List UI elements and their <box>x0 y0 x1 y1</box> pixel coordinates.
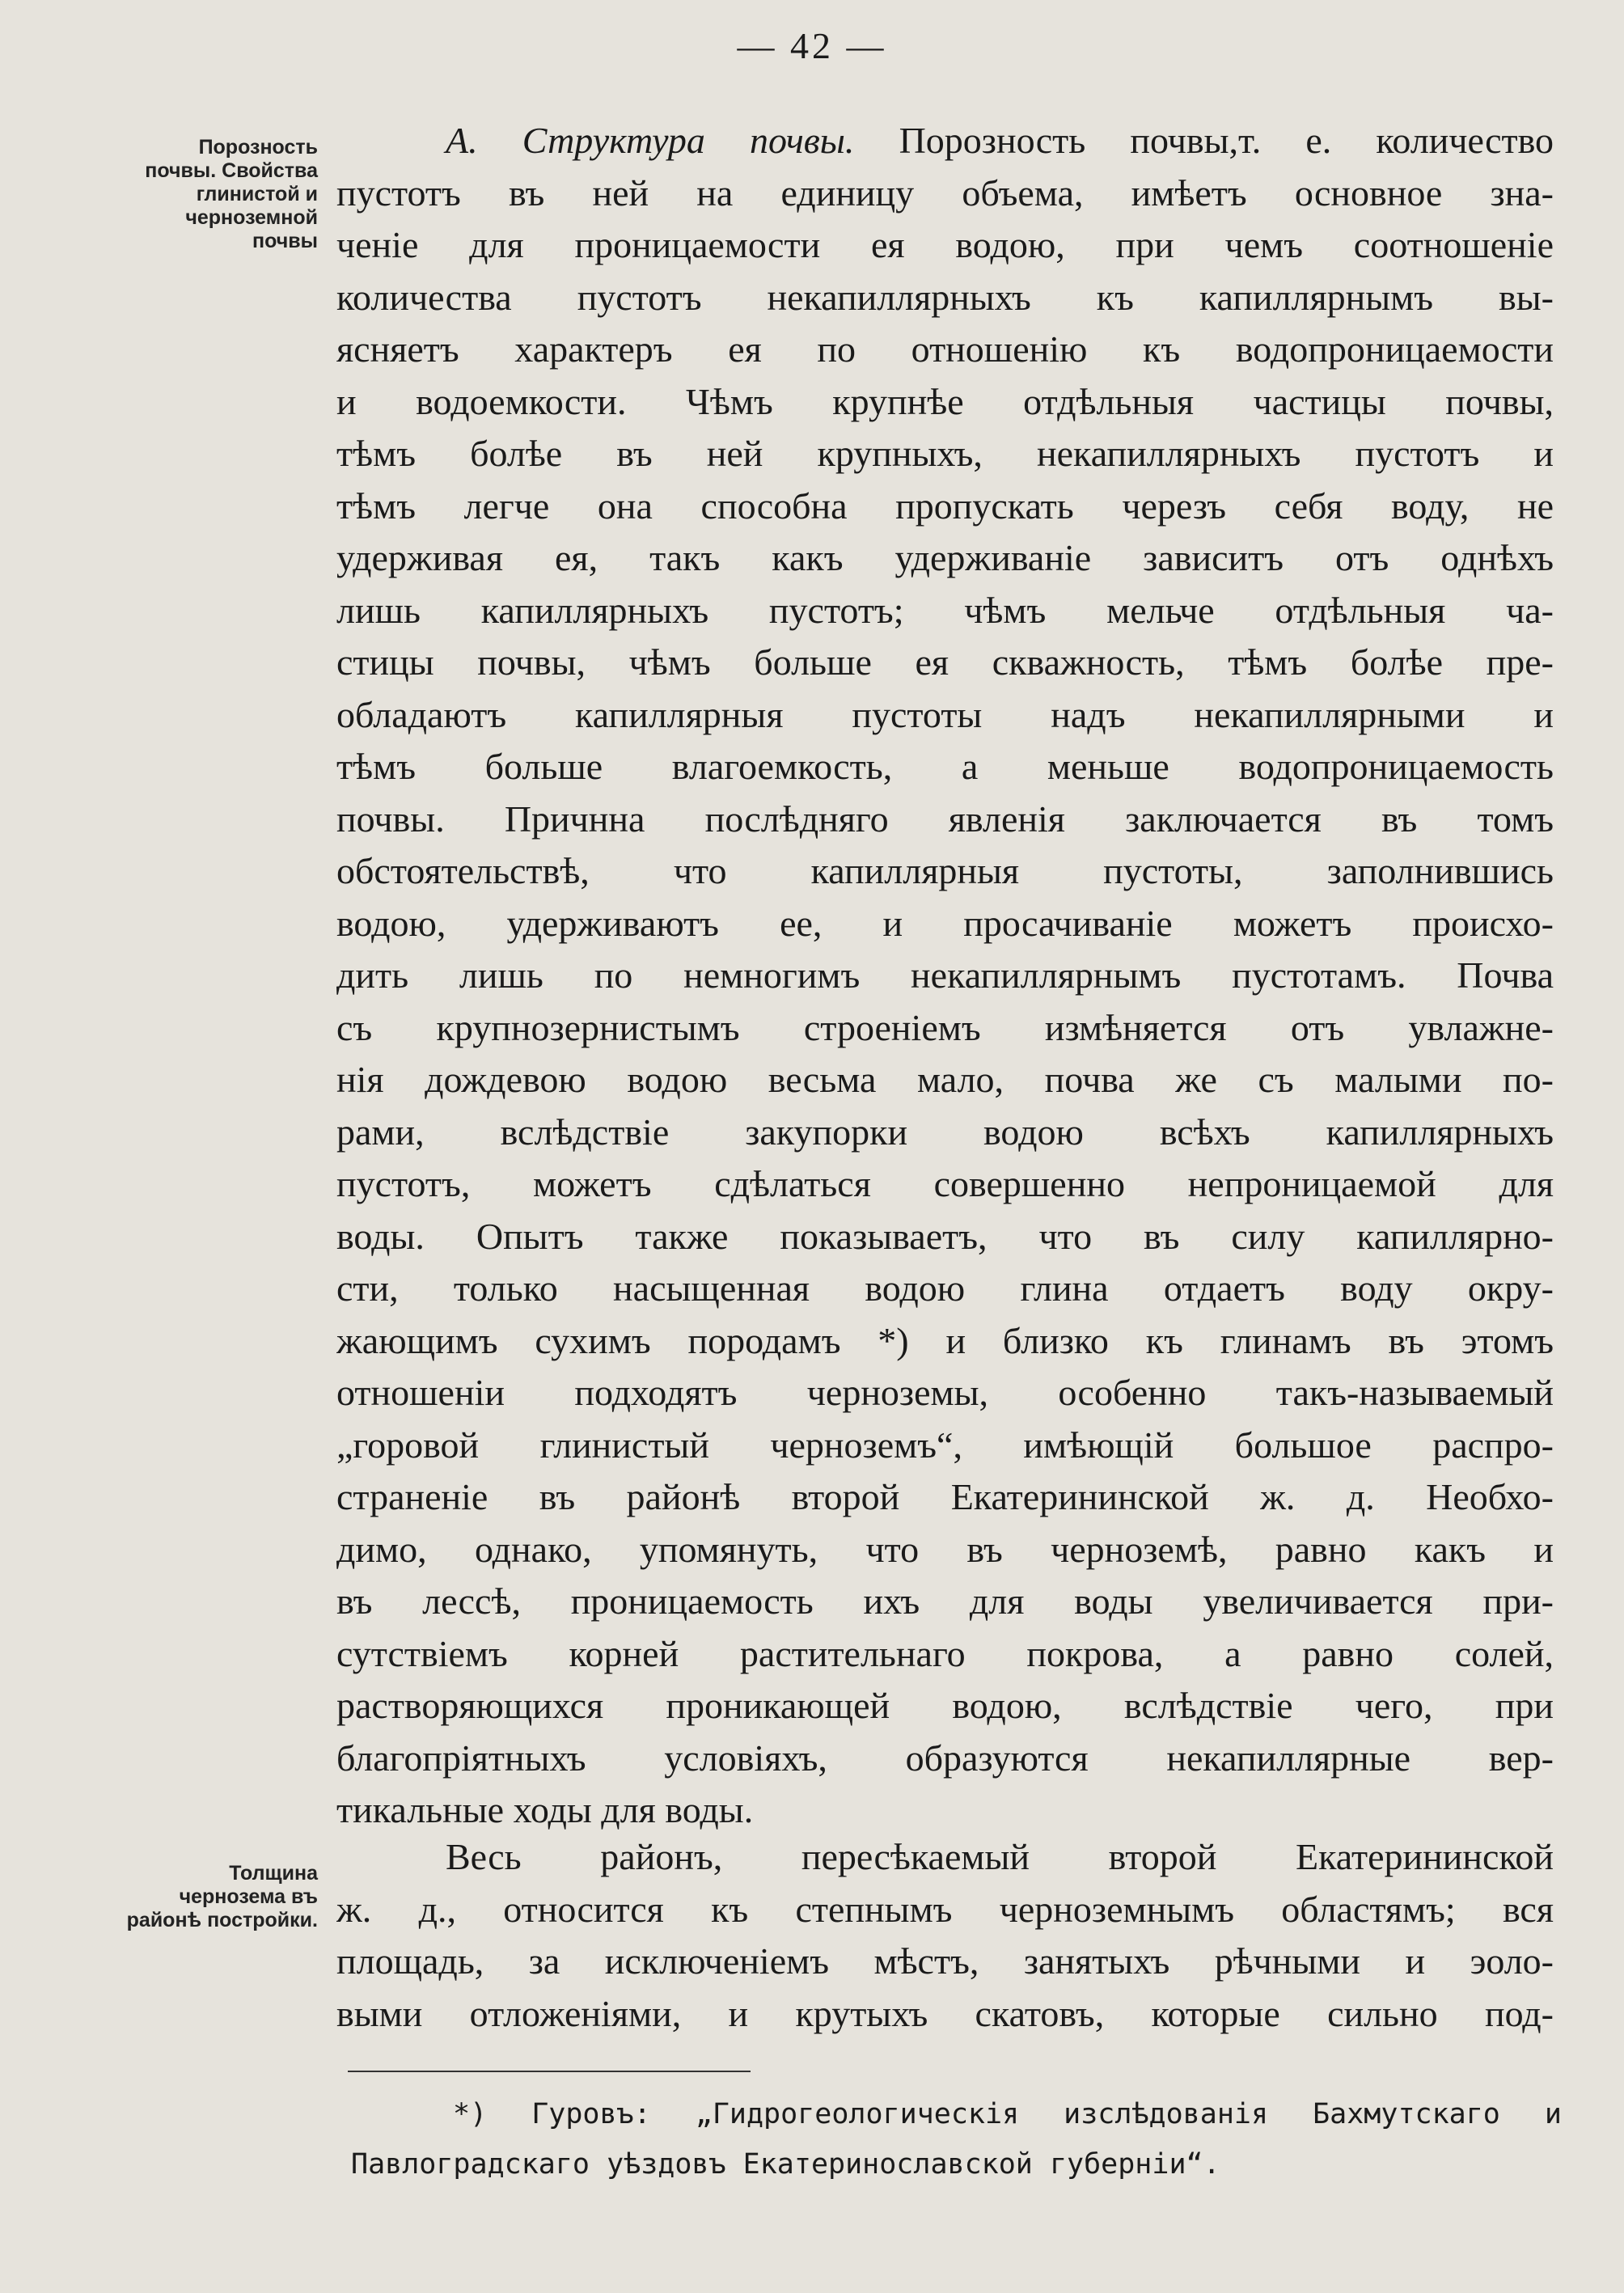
margin-note-chernozem-thickness: Толщина чернозема въ районѣ постройки. <box>126 1862 318 1931</box>
footnote-line: Павлоградскаго уѣздовъ Екатеринославской губерніи“. <box>351 2148 1220 2181</box>
text-line: „горовой глинистый черноземъ“, имѣющій большое распро- <box>336 1424 1554 1466</box>
footnote-divider <box>348 2071 751 2072</box>
text-line: сти, только насыщенная водою глина отдаетъ воду окру- <box>336 1267 1554 1309</box>
text-line: дить лишь по немногимъ некапиллярнымъ пустотамъ. Почва <box>336 954 1554 996</box>
text-line: стицы почвы, чѣмъ больше ея скважность, тѣмъ болѣе пре- <box>336 641 1554 683</box>
footnote-line: *) Гуровъ: „Гидрогеологическія изслѣдованія Бахмутскаго и <box>453 2098 1562 2130</box>
text-line: отношеніи подходятъ черноземы, особенно такъ-называемый <box>336 1372 1554 1413</box>
text-line: почвы. Причнна послѣдняго явленія заключается въ томъ <box>336 797 1554 840</box>
footnote <box>351 2089 1562 2189</box>
text-line: выми отложеніями, и крутыхъ скатовъ, которые сильно под- <box>336 1992 1554 2034</box>
text-line: пустотъ въ ней на единицу объема, имѣетъ основное зна- <box>336 171 1554 214</box>
text-line: съ крупнозернистымъ строеніемъ измѣняется отъ увлажне- <box>336 1006 1554 1048</box>
text-line: ж. д., относится къ степнымъ черноземнымъ областямъ; вся <box>336 1888 1554 1930</box>
section-heading: А. Структура почвы. <box>446 120 855 161</box>
text-line: площадь, за исключеніемъ мѣстъ, занятыхъ рѣчными и эоло- <box>336 1940 1554 1982</box>
text-line <box>336 115 1554 167</box>
text-line: растворяющихся проникающей водою, вслѣдствіе чего, при <box>336 1685 1554 1726</box>
text-line: лишь капиллярныхъ пустотъ; чѣмъ мельче отдѣльныя ча- <box>336 589 1554 631</box>
text-line: сутствіемъ корней растительнаго покрова, а равно солей, <box>336 1632 1554 1674</box>
text-line: обладаютъ капиллярныя пустоты надъ некапиллярными и <box>336 693 1554 735</box>
text-line: жающимъ сухимъ породамъ *) и близко къ глинамъ въ этомъ <box>336 1319 1554 1361</box>
text-line: тѣмъ легче она способна пропускать черезъ себя воду, не <box>336 484 1554 527</box>
text-line: тѣмъ болѣе въ ней крупныхъ, некапиллярныхъ пустотъ и <box>336 433 1554 474</box>
text-line: Весь районъ, пересѣкаемый второй Екатерининской <box>446 1836 1554 1877</box>
text-line: пустотъ, можетъ сдѣлаться совершенно непроницаемой для <box>336 1163 1554 1204</box>
text-line: рами, вслѣдствіе закупорки водою всѣхъ капиллярныхъ <box>336 1111 1554 1153</box>
text-line: ясняетъ характеръ ея по отношенію къ водопроницаемости <box>336 328 1554 370</box>
text-line: нія дождевою водою весьма мало, почва же съ малыми по- <box>336 1059 1554 1100</box>
text-line: благопріятныхъ условіяхъ, образуются некапиллярные вер- <box>336 1737 1554 1779</box>
paragraph-soil-structure <box>336 115 1554 1837</box>
text-line: водою, удерживаютъ ее, и просачиваніе можетъ происхо- <box>336 902 1554 944</box>
page-number: — 42 — <box>737 25 887 66</box>
text-line: удерживая ея, такъ какъ удерживаніе зависитъ отъ однѣхъ <box>336 537 1554 578</box>
text-line: обстоятельствѣ, что капиллярныя пустоты, заполнившись <box>336 850 1554 891</box>
text-line: и водоемкости. Чѣмъ крупнѣе отдѣльныя частицы почвы, <box>336 380 1554 422</box>
text-line: воды. Опытъ также показываетъ, что въ силу капиллярно- <box>336 1215 1554 1257</box>
text-line-remainder: Порозность почвы,т. е. количество <box>899 120 1554 161</box>
paragraph-region <box>336 1831 1554 2040</box>
text-line: количества пустотъ некапиллярныхъ къ капиллярнымъ вы- <box>336 276 1554 318</box>
text-line: димо, однако, упомянуть, что въ черноземѣ, равно какъ и <box>336 1528 1554 1570</box>
text-line: тѣмъ больше влагоемкость, а меньше водопроницаемость <box>336 746 1554 787</box>
text-line: тикальные ходы для воды. <box>336 1789 754 1830</box>
text-line: ченіе для проницаемости ея водою, при чемъ соотношеніе <box>336 224 1554 265</box>
margin-note-porosity: Порозность почвы. Свойства глинистой и черноземной почвы <box>145 136 318 252</box>
text-line: страненіе въ районѣ второй Екатерининской ж. д. Необхо- <box>336 1476 1554 1517</box>
text-line: въ лессѣ, проницаемость ихъ для воды увеличивается при- <box>336 1580 1554 1622</box>
